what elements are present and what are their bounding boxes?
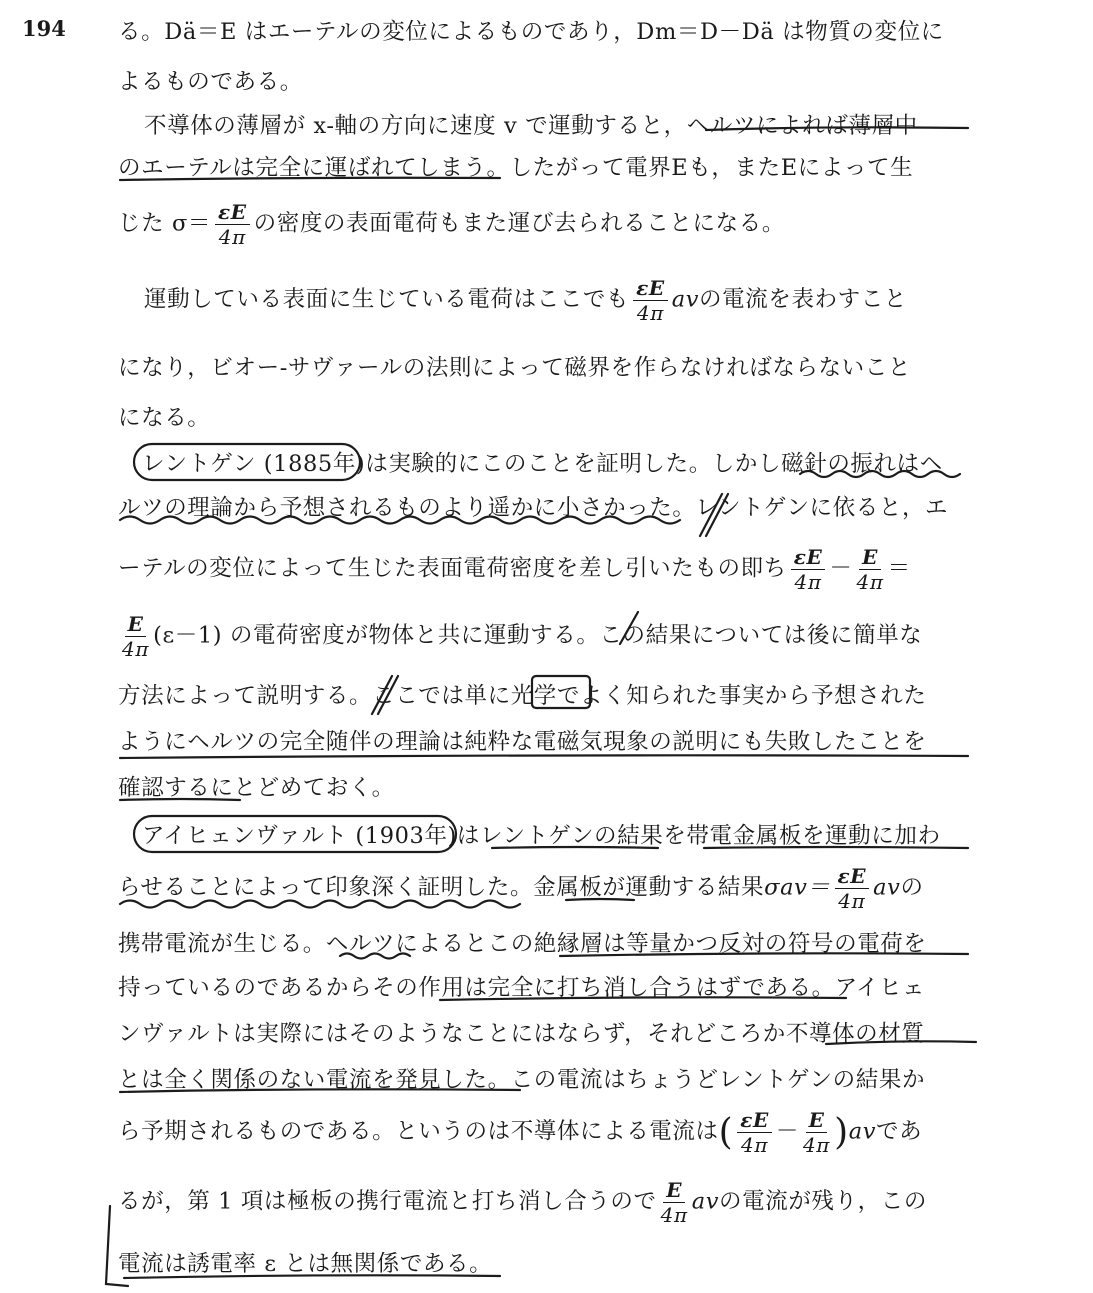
text-line-14: ようにヘルツの完全随伴の理論は純粋な電磁気現象の説明にも失敗したことを bbox=[118, 729, 927, 755]
page-number: 194 bbox=[22, 16, 66, 41]
text-line-5 bbox=[118, 200, 785, 249]
fraction-epsE-over-4pi: $\frac{\varepsilon E}{4\pi}$ bbox=[737, 1108, 772, 1157]
text-line-3: 不導体の薄層が x-軸の方向に速度 v で運動すると，ヘルツによれば薄層中 bbox=[144, 113, 918, 139]
circled-name-roentgen: レントゲン (1885年) bbox=[142, 451, 366, 477]
text-segment: の密度の表面電荷もまた運び去られることになる。 bbox=[253, 210, 785, 237]
fraction-E-over-4pi: $\frac{E}{4\pi}$ bbox=[802, 1108, 831, 1157]
fraction-E-over-4pi: $\frac{E}{4\pi}$ bbox=[660, 1178, 688, 1227]
text-line-18: 携帯電流が生じる。ヘルツによるとこの絶縁層は等量かつ反対の符号の電荷を bbox=[118, 931, 927, 957]
math-av: av bbox=[873, 874, 901, 901]
math-sigma-av: σav＝ bbox=[764, 874, 831, 901]
text-line-15: 確認するにとどめておく。 bbox=[118, 775, 395, 801]
fraction-E-over-4pi: $\frac{E}{4\pi}$ bbox=[122, 612, 150, 661]
paren-close: ) bbox=[834, 1112, 849, 1153]
text-line-6 bbox=[144, 276, 907, 325]
fraction-epsE-over-4pi: $\frac{\varepsilon E}{4\pi}$ bbox=[835, 864, 870, 913]
fraction-E-over-4pi: $\frac{E}{4\pi}$ bbox=[856, 545, 884, 594]
text-segment: であ bbox=[876, 1118, 923, 1145]
text-segment: らせることによって印象深く証明した。金属板が運動する結果 bbox=[118, 874, 765, 901]
text-segment: の電流が残り，この bbox=[719, 1188, 927, 1215]
math-av: av bbox=[848, 1118, 877, 1145]
text-segment: (ε－1) の電荷密度が物体と共に運動する。この結果については後に簡単な bbox=[153, 622, 923, 649]
fraction-epsE-over-4pi: $\frac{\varepsilon E}{4\pi}$ bbox=[791, 545, 826, 594]
text-line-4: のエーテルは完全に運ばれてしまう。したがって電界Eも，またEによって生 bbox=[118, 155, 914, 181]
text-segment: ら予期されるものである。というのは不導体による電流は bbox=[118, 1118, 719, 1145]
text-segment: はレントゲンの結果を帯電金属板を運動に加わ bbox=[456, 823, 941, 849]
text-line-20: ンヴァルトは実際にはそのようなことにはならず，それどころか不導体の材質 bbox=[118, 1021, 925, 1047]
text-line-10: ルツの理論から予想されるものより遥かに小さかった。レントゲンに依ると，エ bbox=[118, 495, 949, 521]
text-line-2: よるものである。 bbox=[118, 69, 303, 95]
fraction-epsE-over-4pi: $\frac{\varepsilon E}{4\pi}$ bbox=[633, 276, 668, 325]
text-segment: は実験的にこのことを証明した。しかし磁針の振れはヘ bbox=[365, 451, 943, 477]
text-line-22 bbox=[118, 1108, 922, 1157]
text-line-12 bbox=[118, 612, 922, 661]
text-line-7: になり，ビオー-サヴァールの法則によって磁界を作らなければならないこと bbox=[118, 355, 911, 381]
math-av: av bbox=[691, 1188, 720, 1215]
text-line-9 bbox=[142, 446, 943, 478]
text-line-19: 持っているのであるからその作用は完全に打ち消し合うはずである。アイヒェ bbox=[118, 975, 926, 1001]
math-av: av bbox=[671, 286, 700, 313]
text-segment: るが，第 1 項は極板の携行電流と打ち消し合うので bbox=[118, 1188, 657, 1215]
text-segment: の電流を表わすこと bbox=[699, 286, 907, 313]
text-segment: ーテルの変位によって生じた表面電荷密度を差し引いたもの即ち bbox=[118, 555, 787, 582]
paren-open: ( bbox=[718, 1112, 734, 1153]
equals-sign: ＝ bbox=[887, 555, 911, 582]
text-segment: でよく知られた事実から予想された bbox=[556, 683, 927, 709]
circled-name-eichenwald: アイヒェンヴァルト (1903年) bbox=[142, 823, 457, 849]
text-line-11 bbox=[118, 545, 911, 594]
minus-sign: － bbox=[775, 1118, 799, 1145]
text-segment: の bbox=[900, 874, 924, 901]
fraction-epsE-over-4pi: $\frac{\varepsilon E}{4\pi}$ bbox=[215, 200, 250, 249]
text-line-23 bbox=[118, 1178, 927, 1227]
text-segment: 方法によって説明する。ここでは単に bbox=[118, 683, 511, 709]
text-line-13 bbox=[118, 678, 927, 710]
minus-sign: － bbox=[829, 555, 853, 582]
text-line-8: になる。 bbox=[118, 405, 211, 431]
text-segment: 運動している表面に生じている電荷はここでも bbox=[144, 286, 630, 313]
text-line-17 bbox=[118, 864, 924, 913]
sigma-prefix: じた σ＝ bbox=[118, 210, 212, 237]
text-line-24: 電流は誘電率 ε とは無関係である。 bbox=[118, 1251, 493, 1277]
text-line-1: る。Dä＝E はエーテルの変位によるものであり，Dm＝D－Dä は物質の変位に bbox=[118, 19, 944, 45]
text-line-21: とは全く関係のない電流を発見した。この電流はちょうどレントゲンの結果か bbox=[118, 1067, 926, 1093]
text-line-16 bbox=[142, 818, 941, 850]
boxed-word-optics: 光学 bbox=[510, 683, 557, 709]
